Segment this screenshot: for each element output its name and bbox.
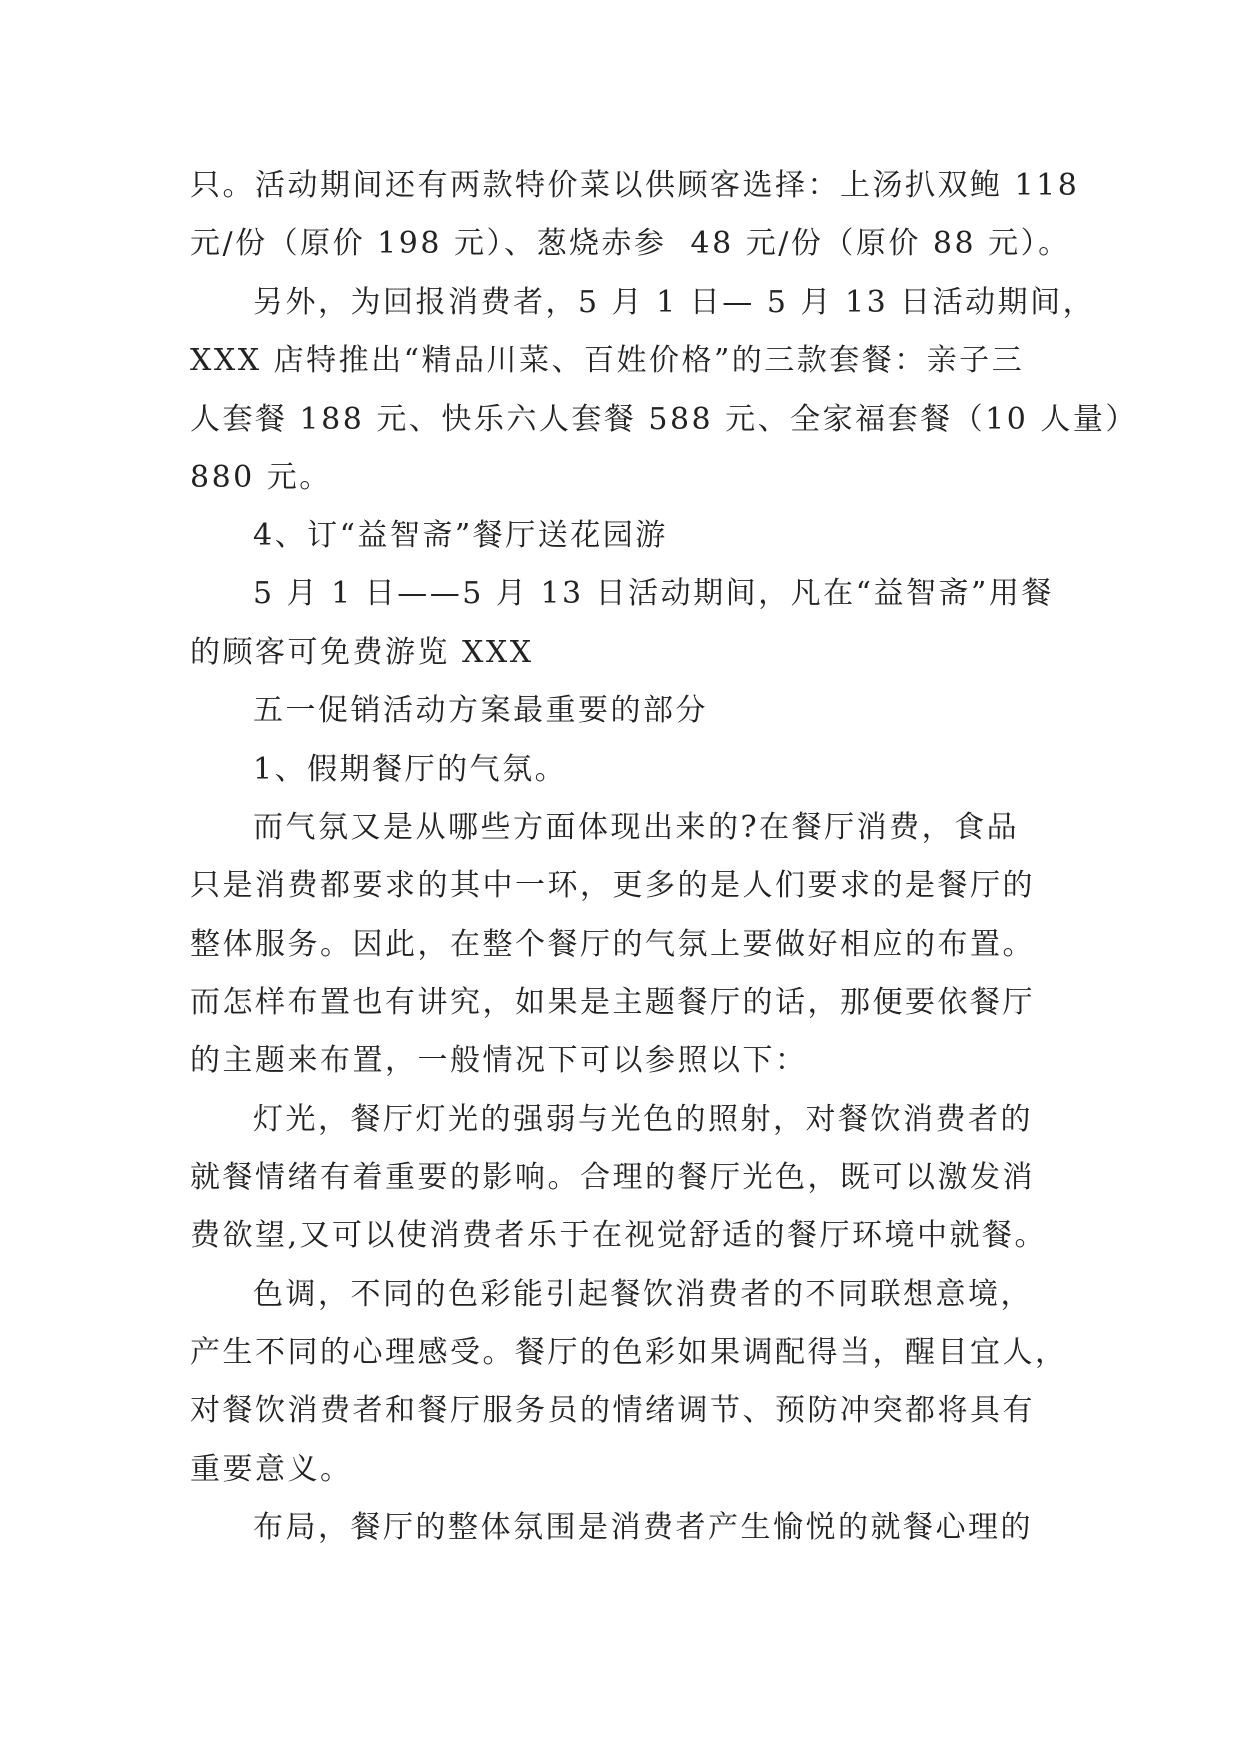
section-heading: 1、假期餐厅的气氛。 xyxy=(253,752,568,787)
text-line: 就餐情绪有着重要的影响。合理的餐厅光色，既可以激发消 xyxy=(190,1160,1035,1195)
text-line: 整体服务。因此，在整个餐厅的气氛上要做好相应的布置。 xyxy=(190,927,1035,962)
text-line: 880 元。 xyxy=(190,460,332,495)
paragraph-start: 灯光，餐厅灯光的强弱与光色的照射，对餐饮消费者的 xyxy=(253,1102,1033,1137)
paragraph-start: 色调，不同的色彩能引起餐饮消费者的不同联想意境， xyxy=(253,1277,1033,1312)
paragraph-start: 布局，餐厅的整体氛围是消费者产生愉悦的就餐心理的 xyxy=(253,1510,1033,1545)
text-line: 而怎样布置也有讲究，如果是主题餐厅的话，那便要依餐厅 xyxy=(190,985,1035,1020)
text-line: 重要意义。 xyxy=(190,1452,353,1487)
text-line: 对餐饮消费者和餐厅服务员的情绪调节、预防冲突都将具有 xyxy=(190,1393,1035,1428)
text-line: 费欲望,又可以使消费者乐于在视觉舒适的餐厅环境中就餐。 xyxy=(190,1218,1048,1253)
paragraph-start: 5 月 1 日——5 月 13 日活动期间，凡在“益智斋”用餐 xyxy=(253,576,1054,611)
text-line: 只。活动期间还有两款特价菜以供顾客选择：上汤扒双鲍 118 xyxy=(190,168,1080,203)
text-line: 只是消费都要求的其中一环，更多的是人们要求的是餐厅的 xyxy=(190,868,1035,903)
paragraph-start: 而气氛又是从哪些方面体现出来的?在餐厅消费，食品 xyxy=(253,810,1020,845)
text-line: XXX 店特推出“精品川菜、百姓价格”的三款套餐：亲子三 xyxy=(190,343,1025,378)
text-line: 元/份（原价 198 元）、葱烧赤参 48 元/份（原价 88 元）。 xyxy=(190,226,1071,261)
text-line: 产生不同的心理感受。餐厅的色彩如果调配得当，醒目宜人， xyxy=(190,1335,1068,1370)
section-heading: 4、订“益智斋”餐厅送花园游 xyxy=(253,518,668,553)
text-line: 的顾客可免费游览 XXX xyxy=(190,635,534,670)
section-heading: 五一促销活动方案最重要的部分 xyxy=(253,693,708,728)
text-line: 人套餐 188 元、快乐六人套餐 588 元、全家福套餐（10 人量） xyxy=(190,402,1138,437)
paragraph-start: 另外，为回报消费者，5 月 1 日— 5 月 13 日活动期间， xyxy=(253,285,1096,320)
text-line: 的主题来布置，一般情况下可以参照以下： xyxy=(190,1043,808,1078)
